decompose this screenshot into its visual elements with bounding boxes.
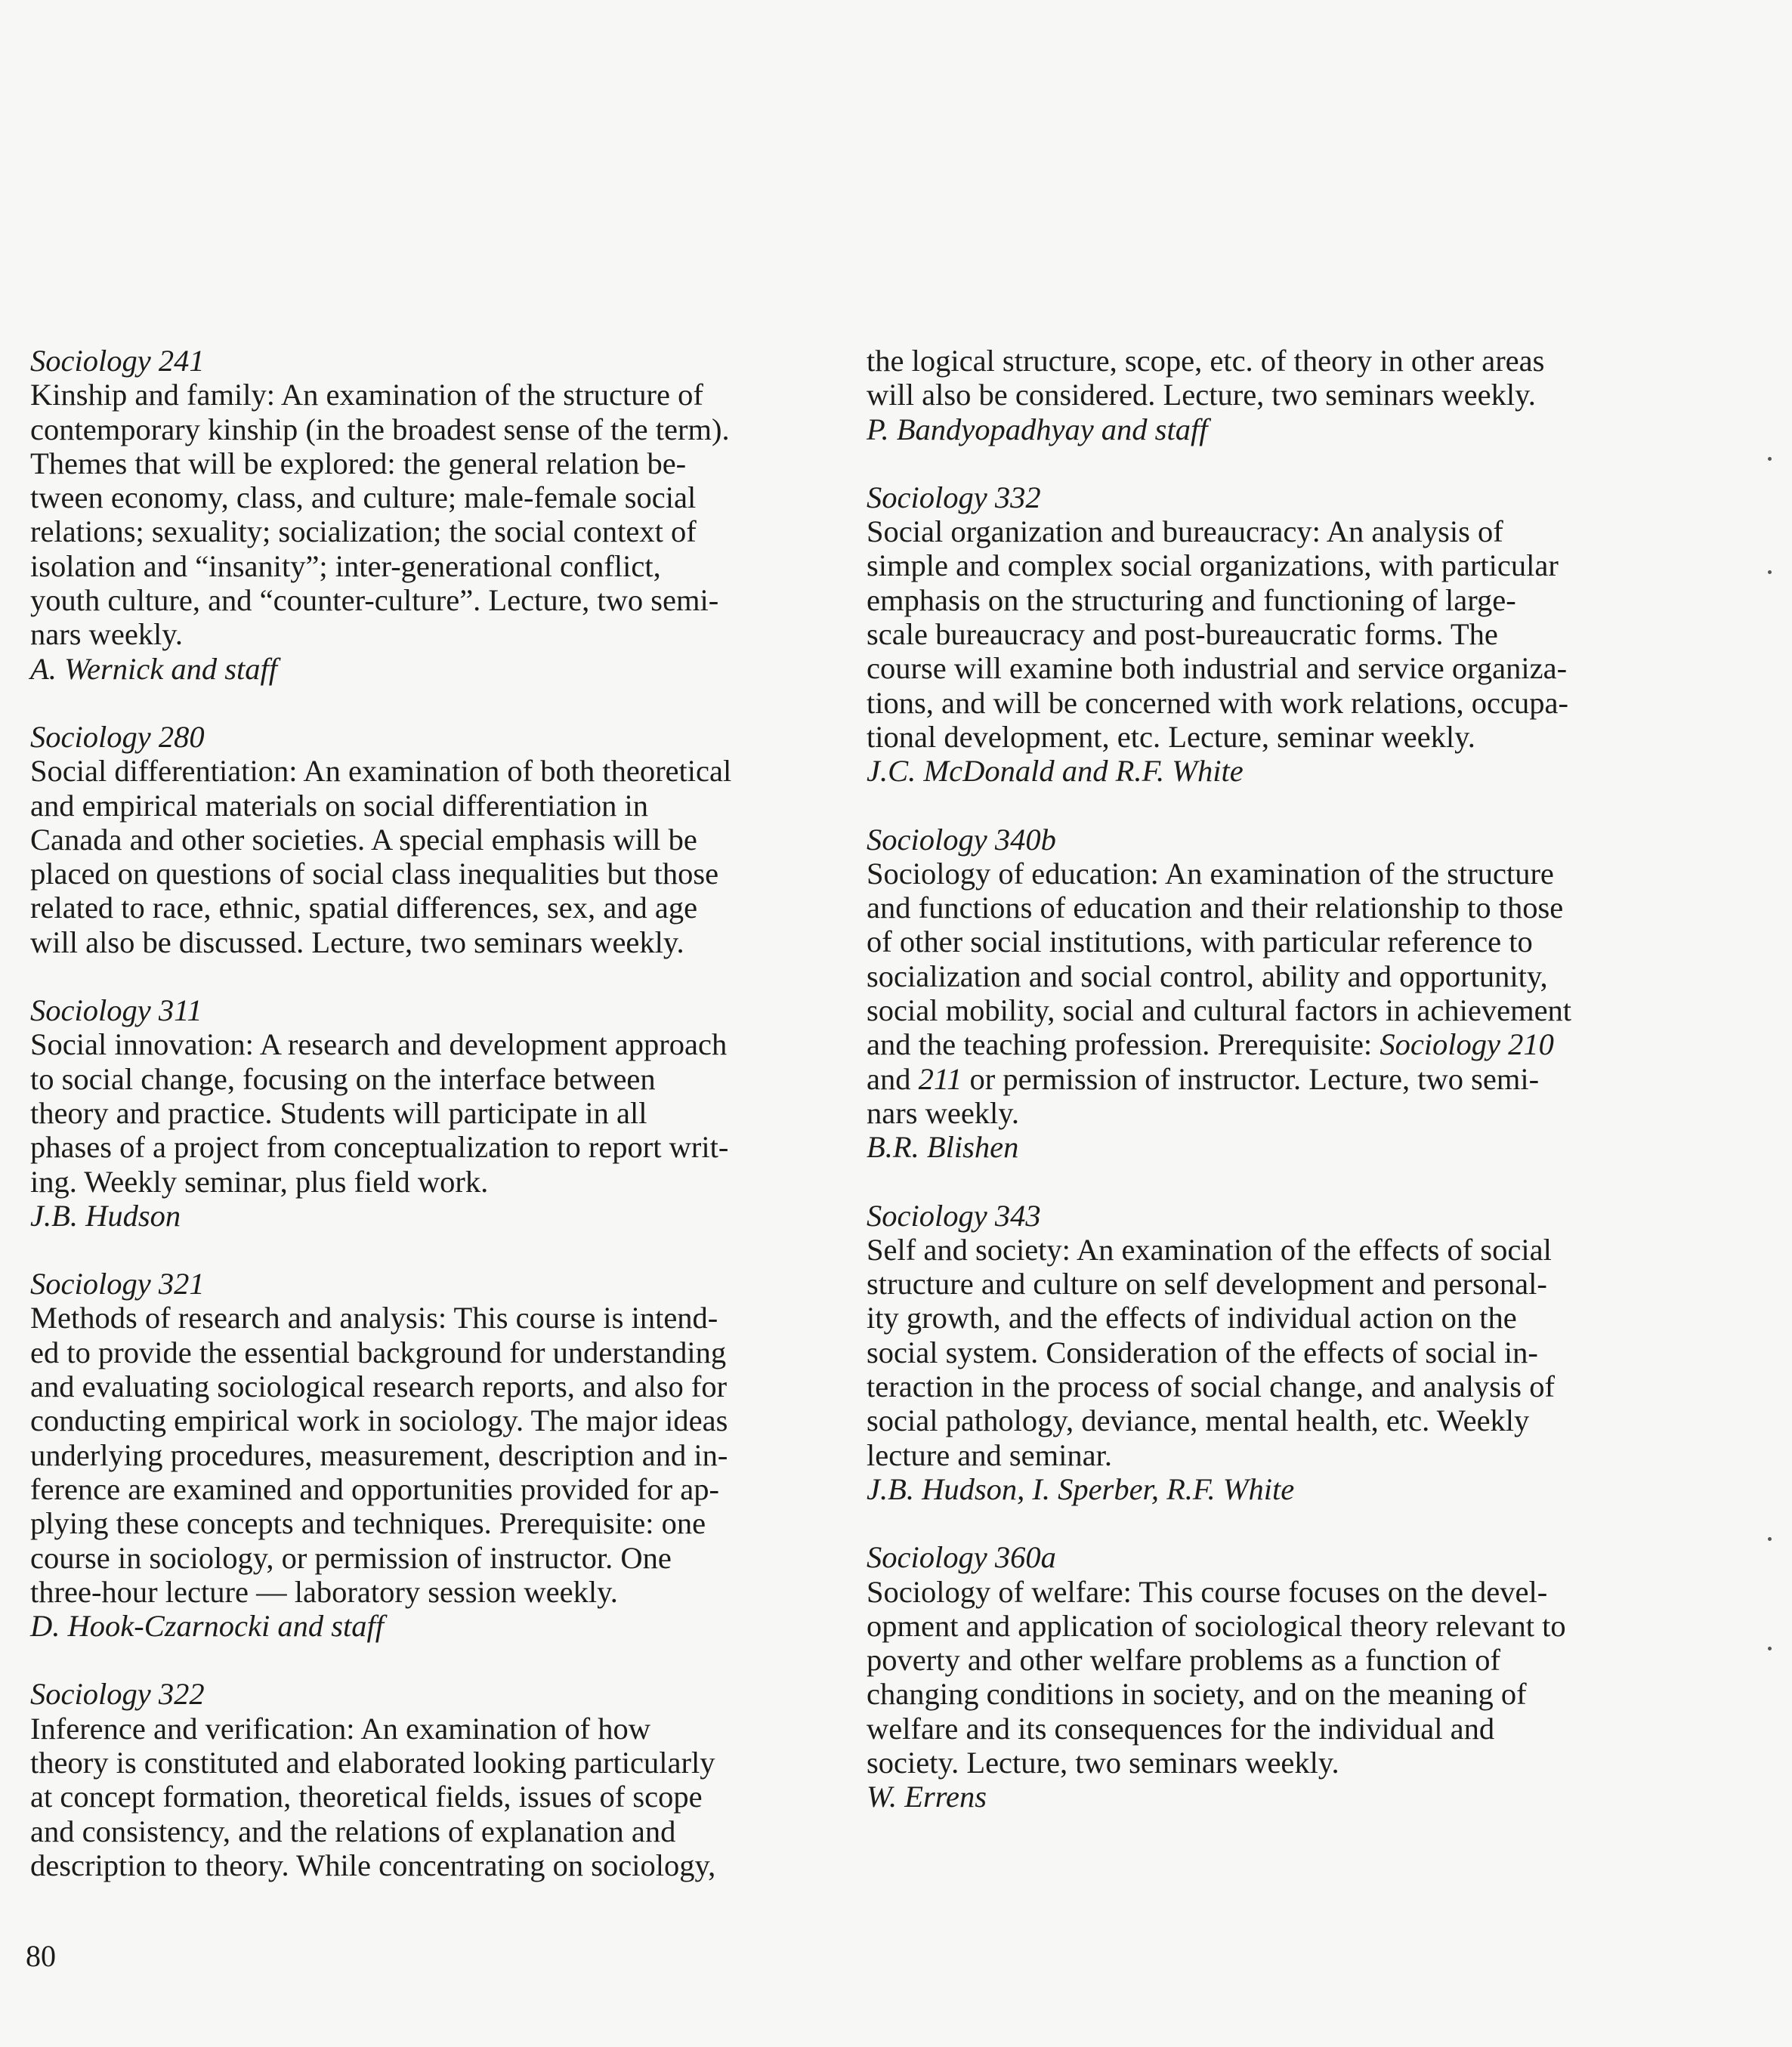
description-line: relations; sexuality; socialization; the social context of — [30, 514, 697, 549]
left-column — [30, 344, 812, 1916]
course-entry-sociology-311 — [30, 993, 812, 1233]
page-number: 80 — [26, 1939, 56, 1973]
prerequisite-line — [867, 1062, 1648, 1096]
description-line: youth culture, and “counter-culture”. Lecture, two semi- — [30, 583, 719, 618]
line-text: and — [867, 1061, 919, 1096]
description-line: Inference and verification: An examination of how — [30, 1711, 650, 1746]
course-entry-sociology-321 — [30, 1267, 812, 1643]
course-code: Sociology 360a — [867, 1540, 1056, 1575]
description-line: Social innovation: A research and development approach — [30, 1027, 728, 1062]
description-line: ed to provide the essential background for understanding — [30, 1335, 727, 1369]
description-line: Themes that will be explored: the general relation be- — [30, 446, 687, 480]
description-line: conducting empirical work in sociology. The major ideas — [30, 1403, 728, 1438]
description-line: Sociology of education: An examination of the structure — [867, 856, 1554, 891]
description-line: ing. Weekly seminar, plus field work. — [30, 1164, 489, 1199]
description-line: Social differentiation: An examination of both theoretical — [30, 754, 732, 789]
line-text: and the teaching profession. Prerequisite: — [867, 1027, 1380, 1062]
course-entry-sociology-322-continued — [867, 344, 1648, 446]
course-code: Sociology 241 — [30, 344, 205, 378]
course-code: Sociology 322 — [30, 1677, 205, 1712]
instructor-name: W. Errens — [867, 1780, 987, 1814]
course-code: Sociology 311 — [30, 993, 202, 1028]
description-line: poverty and other welfare problems as a function of — [867, 1643, 1500, 1678]
description-line: ity growth, and the effects of individual action on the — [867, 1301, 1517, 1335]
prerequisite-course: Sociology 210 — [1380, 1027, 1554, 1062]
instructor-name: J.B. Hudson — [30, 1198, 181, 1233]
description-line: welfare and its consequences for the individual and — [867, 1711, 1495, 1746]
description-line: and evaluating sociological research reports, and also for — [30, 1369, 728, 1404]
course-entry-sociology-343 — [867, 1199, 1648, 1507]
instructor-name: J.C. McDonald and R.F. White — [867, 754, 1244, 789]
description-line: simple and complex social organizations, with particular — [867, 548, 1559, 583]
description-line: will also be discussed. Lecture, two seminars weekly. — [30, 925, 684, 959]
course-entry-sociology-360a — [867, 1540, 1648, 1814]
course-code: Sociology 332 — [867, 480, 1041, 514]
description-line: nars weekly. — [867, 1095, 1020, 1130]
description-line: and empirical materials on social differentiation in — [30, 788, 648, 823]
line-text: or permission of instructor. Lecture, two semi- — [962, 1061, 1540, 1096]
instructor-name: B.R. Blishen — [867, 1130, 1019, 1165]
description-line: social pathology, deviance, mental health, etc. Weekly — [867, 1403, 1530, 1438]
description-line: placed on questions of social class inequalities but those — [30, 857, 719, 891]
description-line: emphasis on the structuring and functioning of large- — [867, 582, 1516, 617]
description-line: course in sociology, or permission of instructor. One — [30, 1540, 672, 1575]
scan-speck — [1768, 570, 1772, 574]
description-line: phases of a project from conceptualization to report writ- — [30, 1130, 729, 1165]
description-line: social mobility, social and cultural factors in achievement — [867, 993, 1572, 1028]
description-line: Kinship and family: An examination of the structure of — [30, 378, 703, 412]
description-line: socialization and social control, ability and opportunity, — [867, 959, 1548, 993]
description-line: course will examine both industrial and service organiza- — [867, 651, 1568, 686]
instructor-name: A. Wernick and staff — [30, 651, 277, 686]
description-line: underlying procedures, measurement, description and in- — [30, 1437, 728, 1472]
description-line: Self and society: An examination of the effects of social — [867, 1232, 1552, 1267]
description-line: three-hour lecture — laboratory session weekly. — [30, 1574, 618, 1609]
description-line: structure and culture on self development and personal- — [867, 1267, 1547, 1301]
description-line: nars weekly. — [30, 617, 184, 652]
instructor-name: J.B. Hudson, I. Sperber, R.F. White — [867, 1471, 1295, 1506]
description-line: social system. Consideration of the effects of social in- — [867, 1335, 1538, 1369]
course-entry-sociology-280 — [30, 720, 812, 959]
description-line: Social organization and bureaucracy: An analysis of — [867, 514, 1503, 549]
course-entry-sociology-322 — [30, 1677, 812, 1882]
course-code: Sociology 343 — [867, 1198, 1041, 1233]
course-entry-sociology-340b — [867, 823, 1648, 1165]
description-line: will also be considered. Lecture, two seminars weekly. — [867, 378, 1536, 412]
description-line: and functions of education and their relationship to those — [867, 891, 1564, 925]
description-line: teraction in the process of social change, and analysis of — [867, 1369, 1555, 1404]
description-line: Methods of research and analysis: This course is intend- — [30, 1301, 718, 1335]
description-line: tween economy, class, and culture; male-female social — [30, 480, 697, 515]
description-line: of other social institutions, with particular reference to — [867, 925, 1533, 959]
description-line: theory is constituted and elaborated looking particularly — [30, 1745, 715, 1780]
scan-speck — [1768, 457, 1772, 461]
description-line: tions, and will be concerned with work relations, occupa- — [867, 685, 1568, 720]
description-line: to social change, focusing on the interface between — [30, 1061, 656, 1096]
description-line: description to theory. While concentrating on sociology, — [30, 1848, 716, 1882]
description-line: and consistency, and the relations of explanation and — [30, 1814, 676, 1848]
description-line: changing conditions in society, and on the meaning of — [867, 1677, 1527, 1712]
course-entry-sociology-241 — [30, 344, 812, 686]
description-line: ference are examined and opportunities provided for ap- — [30, 1471, 719, 1506]
scan-speck — [1768, 1647, 1772, 1650]
description-line: opment and application of sociological theory relevant to — [867, 1608, 1566, 1643]
description-line: scale bureaucracy and post-bureaucratic forms. The — [867, 617, 1498, 652]
description-line: at concept formation, theoretical fields, issues of scope — [30, 1780, 703, 1814]
description-line: plying these concepts and techniques. Prerequisite: one — [30, 1506, 706, 1541]
description-line: related to race, ethnic, spatial differences, sex, and age — [30, 891, 698, 925]
prerequisite-course: 211 — [918, 1061, 962, 1096]
course-code: Sociology 280 — [30, 719, 205, 754]
course-code: Sociology 340b — [867, 822, 1056, 857]
course-entry-sociology-332 — [867, 480, 1648, 789]
description-line: the logical structure, scope, etc. of theory in other areas — [867, 344, 1545, 378]
right-column — [867, 344, 1648, 1848]
instructor-name: P. Bandyopadhyay and staff — [867, 412, 1208, 446]
description-line: Canada and other societies. A special emphasis will be — [30, 822, 697, 857]
instructor-name: D. Hook-Czarnocki and staff — [30, 1609, 384, 1644]
prerequisite-line — [867, 1027, 1648, 1061]
description-line: lecture and seminar. — [867, 1437, 1112, 1472]
description-line: theory and practice. Students will participate in all — [30, 1095, 647, 1130]
description-line: Sociology of welfare: This course focuses on the devel- — [867, 1574, 1548, 1609]
description-line: contemporary kinship (in the broadest sense of the term). — [30, 412, 730, 446]
description-line: isolation and “insanity”; inter-generational conflict, — [30, 548, 661, 583]
description-line: society. Lecture, two seminars weekly. — [867, 1745, 1339, 1780]
course-code: Sociology 321 — [30, 1267, 205, 1301]
scan-speck — [1768, 1537, 1772, 1541]
description-line: tional development, etc. Lecture, seminar weekly. — [867, 719, 1475, 754]
